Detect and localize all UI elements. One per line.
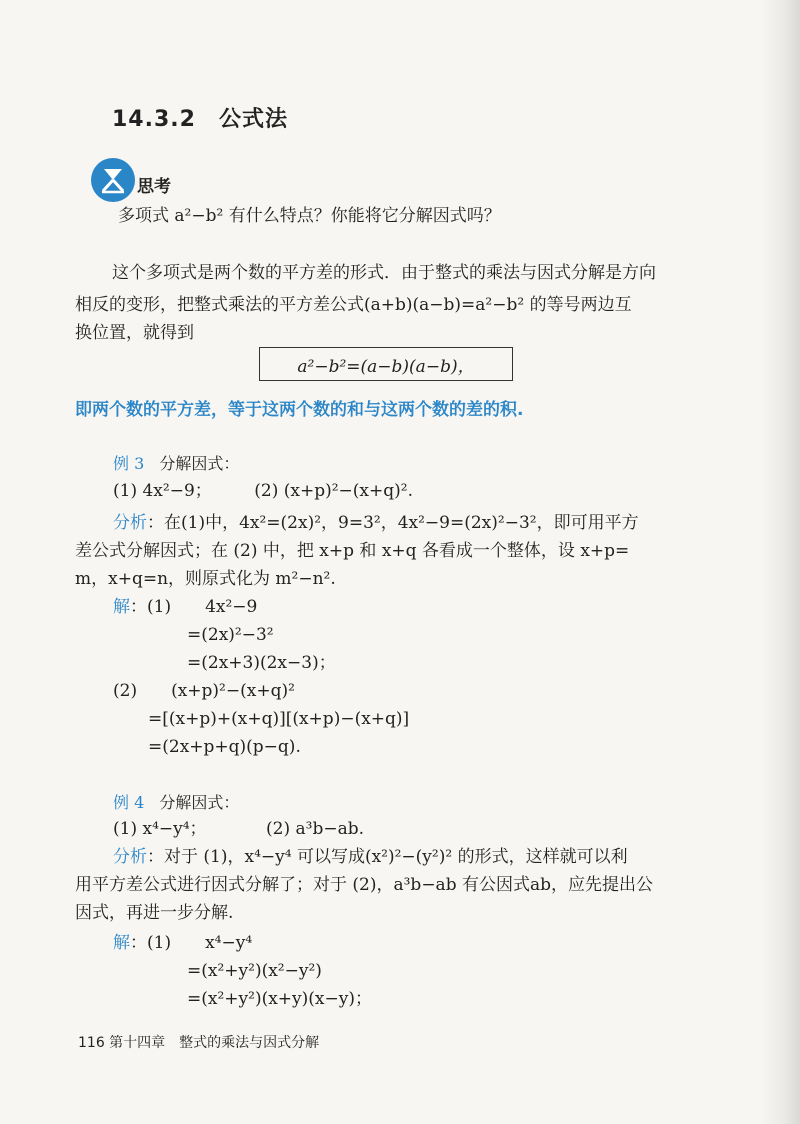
example-4-solution-head (113, 932, 252, 956)
example-4-analysis-label: 分析 (113, 847, 147, 867)
page-footer: 116 第十四章 整式的乘法与因式分解 (78, 1035, 320, 1051)
example-3-sol2-head: (2) (x+p)²−(x+q)² (113, 681, 295, 701)
example-4-analysis-text-1: ：对于 (1)，x⁴−y⁴ 可以写成(x²)²−(y²)² 的形式，这样就可以利 (147, 847, 628, 867)
example-4-solution-label: 解 (113, 933, 130, 953)
formula-box (259, 347, 513, 381)
example-4-sol1-head: ：(1) x⁴−y⁴ (130, 933, 253, 953)
example-4-analysis-line-2: 用平方差公式进行因式分解了；对于 (2)，a³b−ab 有公因式ab，应先提出公 (75, 875, 653, 895)
intro-line-3: 换位置，就得到 (75, 323, 194, 343)
example-4-analysis-line-3: 因式，再进一步分解. (75, 903, 234, 923)
example-4-task: 分解因式： (159, 793, 240, 812)
intro-line-1: 这个多项式是两个数的平方差的形式．由于整式的乘法与因式分解是方向 (112, 263, 656, 283)
example-3-analysis-label: 分析 (113, 513, 147, 533)
example-3-sol2-step-2: =(2x+p+q)(p−q). (148, 737, 301, 757)
example-4-sol1-step-1: =(x²+y²)(x²−y²) (187, 961, 322, 981)
example-3-task: 分解因式： (159, 454, 240, 473)
binding-shadow (760, 0, 800, 1124)
example-3-sol1-step-1: =(2x)²−3² (187, 625, 274, 645)
think-label: 思考 (137, 177, 171, 197)
example-3-sol1-head: ：(1) 4x²−9 (130, 597, 258, 617)
example-3-analysis-line-1 (113, 512, 639, 536)
example-3-analysis-line-2: 差公式分解因式；在 (2) 中，把 x+p 和 x+q 各看成一个整体，设 x+p= (75, 541, 630, 561)
example-3-header (113, 451, 239, 474)
think-question: 多项式 a²−b² 有什么特点？你能将它分解因式吗？ (118, 206, 501, 226)
example-3-analysis-line-3: m，x+q=n，则原式化为 m²−n². (75, 569, 336, 589)
conclusion-statement: 即两个数的平方差，等于这两个数的和与这两个数的差的积. (75, 400, 524, 420)
example-3-analysis-text-1: ：在(1)中，4x²=(2x)²，9=3²，4x²−9=(2x)²−3²，即可用平方 (147, 513, 639, 533)
formula-text: a²−b²=(a−b)(a−b)， (297, 356, 475, 377)
example-3-items: (1) 4x²−9； (2) (x+p)²−(x+q)². (113, 481, 413, 501)
example-3-solution-label: 解 (113, 597, 130, 617)
example-4-label: 例 4 (113, 793, 145, 812)
example-4-sol1-step-2: =(x²+y²)(x+y)(x−y)； (187, 989, 372, 1009)
example-4-header (113, 790, 239, 813)
example-3-sol1-step-2: =(2x+3)(2x−3)； (187, 653, 336, 673)
example-4-analysis-line-1 (113, 846, 628, 870)
example-3-label: 例 3 (113, 454, 145, 473)
example-4-items: (1) x⁴−y⁴； (2) a³b−ab. (113, 819, 365, 839)
example-3-solution-head (113, 596, 257, 620)
example-3-sol2-step-1: =[(x+p)+(x+q)][(x+p)−(x+q)] (148, 709, 410, 729)
compass-think-icon (91, 158, 135, 202)
section-title: 14.3.2 公式法 (112, 107, 288, 132)
intro-line-2: 相反的变形，把整式乘法的平方差公式(a+b)(a−b)=a²−b² 的等号两边互 (75, 295, 632, 315)
